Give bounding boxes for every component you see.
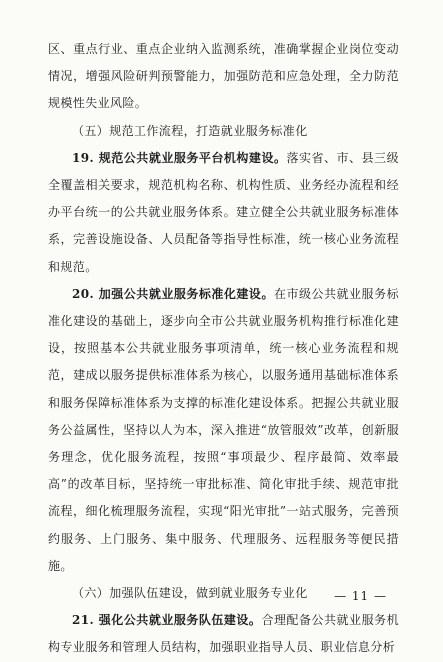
- item-19-text: 落实省、市、县三级全覆盖相关要求，规范机构名称、机构性质、业务经办流程和经办平台统一的公共就业服务体系。建立健全公共就业服务标准体系，完善设施设备、人员配备等指导性标准，统一核心业务流程和规范。: [48, 150, 399, 274]
- paragraph-continued: 区、重点行业、重点企业纳入监测系统，准确掌握企业岗位变动情况，增强风险研判预警能力，加强防范和应急处理，全力防范规模性失业风险。: [48, 42, 399, 111]
- section-heading-6: （六）加强队伍建设，做到就业服务专业化: [72, 586, 308, 601]
- item-20-paragraph: [48, 281, 399, 580]
- page-number: — 11 —: [334, 589, 387, 603]
- item-21-text: 合理配备公共就业服务机构专业服务和管理人员结构，加强职业指导人员、职业信息分析: [48, 613, 399, 655]
- item-19-lead: 19. 规范公共就业服务平台机构建设。: [72, 150, 287, 165]
- item-19-paragraph: [48, 145, 399, 281]
- item-20-text: 在市级公共就业服务标准化建设的基础上，逐步向全市公共就业服务机构推行标准化建设，按照基本公共就业服务事项清单，统一核心业务流程和规范，建成以服务提供标准体系为核心，以服务通用基础标准体系和服务保障标准体系为支撑的标准化建设体系。把握公共就业服务公益属性，坚持以人为本，深入推进“放管服效”改革，创新服务理念，优化服务流程，按照“事项最少、程序最简、效率最高”的改革目标，坚持统一审批标准、简化审批手续、规范审批流程，细化梳理服务流程，实现“阳光审批”一站式服务，完善预约服务、上门服务、集中服务、代理服务、远程服务等便民措施。: [48, 286, 399, 573]
- section-heading-5: （五）规范工作流程，打造就业服务标准化: [72, 123, 308, 138]
- item-21-lead: 21. 强化公共就业服务队伍建设。: [72, 613, 262, 628]
- item-20-lead: 20. 加强公共就业服务标准化建设。: [72, 286, 274, 301]
- item-21-paragraph: [48, 607, 399, 661]
